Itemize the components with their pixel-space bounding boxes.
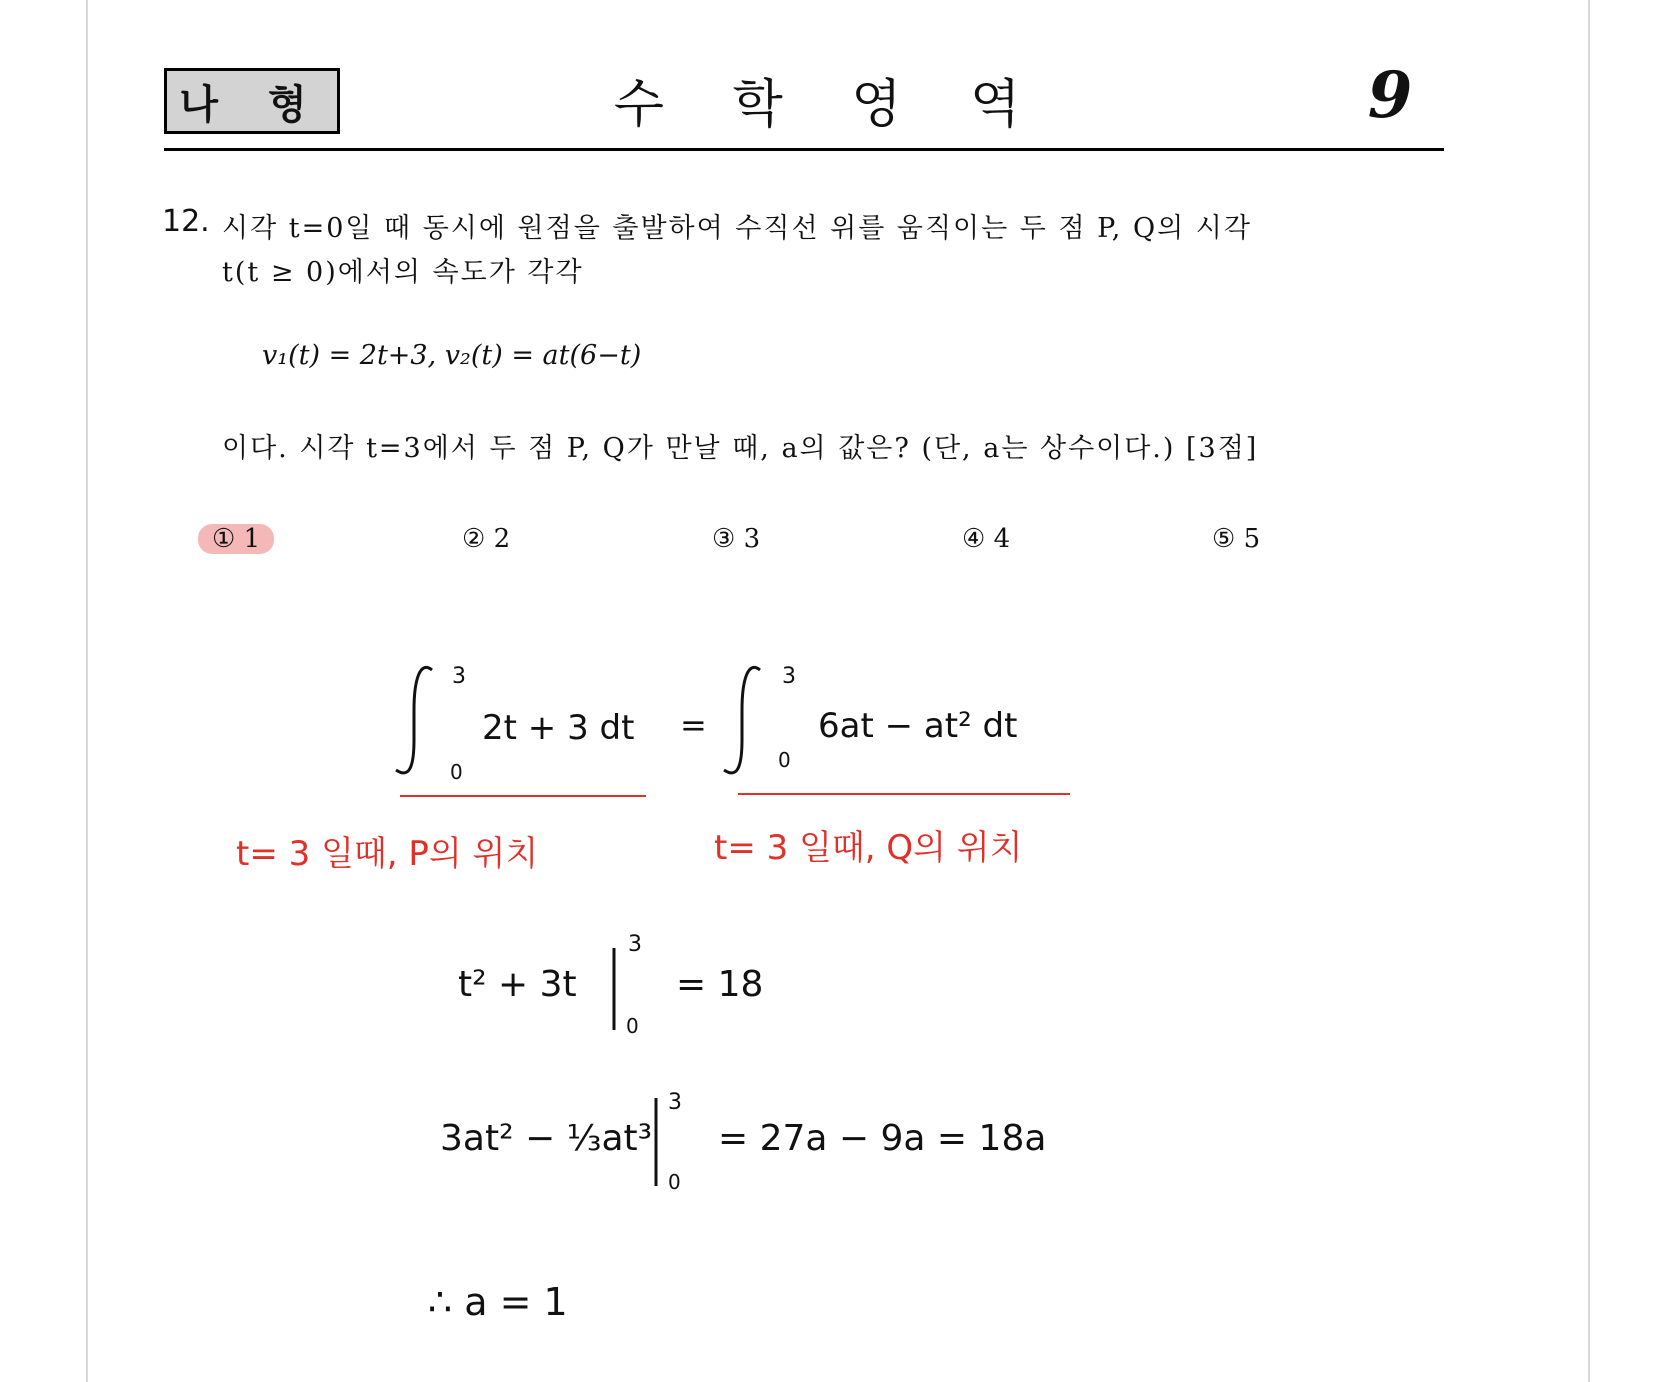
- choice-2[interactable]: ② 2: [462, 524, 511, 554]
- velocity-formula: v₁(t) = 2t+3, v₂(t) = at(6−t): [262, 340, 642, 371]
- integral-sign-right: [724, 667, 760, 773]
- step1-result: = 18: [676, 964, 764, 1005]
- step2-result: = 27a − 9a = 18a: [718, 1118, 1047, 1159]
- lower-limit-left: 0: [450, 760, 463, 784]
- integral-sign-left: [396, 667, 432, 773]
- question-line-1: 시각 t=0일 때 동시에 원점을 출발하여 수직선 위를 움직이는 두 점 P, Q의 시각: [222, 213, 1252, 244]
- question-number: 12.: [162, 204, 210, 239]
- upper-limit-left: 3: [452, 664, 466, 689]
- step1-upper-limit: 3: [628, 932, 642, 957]
- question-line-2: t(t ≥ 0)에서의 속도가 각각: [222, 257, 584, 288]
- choice-1[interactable]: ① 1: [198, 524, 274, 554]
- step1-antiderivative: t² + 3t: [458, 964, 577, 1005]
- integral-left-expr: 2t + 3 dt: [482, 708, 635, 748]
- choice-4[interactable]: ④ 4: [962, 524, 1011, 554]
- note-position-q: t= 3 일때, Q의 위치: [714, 828, 1023, 868]
- step2-lower-limit: 0: [668, 1170, 681, 1194]
- step1-lower-limit: 0: [626, 1014, 639, 1038]
- exam-type-label: 나 형: [179, 81, 325, 128]
- step2-antiderivative: 3at² − ⅓at³: [440, 1118, 653, 1159]
- integral-equals: =: [680, 706, 707, 744]
- choice-3[interactable]: ③ 3: [712, 524, 761, 554]
- conclusion: ∴ a = 1: [428, 1280, 568, 1324]
- subject-title: 수 학 영 역: [613, 75, 1047, 135]
- step2-upper-limit: 3: [668, 1090, 682, 1115]
- choice-5[interactable]: ⑤ 5: [1212, 524, 1261, 554]
- question-line-3: 이다. 시각 t=3에서 두 점 P, Q가 만날 때, a의 값은? (단, a는 상수이다.) [3점]: [222, 433, 1259, 464]
- note-position-p: t= 3 일때, P의 위치: [236, 834, 539, 874]
- lower-limit-right: 0: [778, 748, 791, 772]
- page-number: 9: [1367, 58, 1413, 133]
- upper-limit-right: 3: [782, 664, 796, 689]
- integral-right-expr: 6at − at² dt: [818, 706, 1018, 746]
